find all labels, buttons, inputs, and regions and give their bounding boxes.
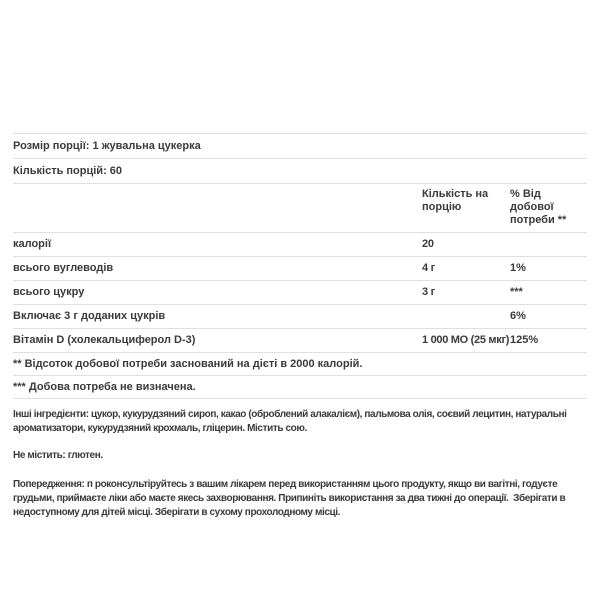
label-paragraphs [13,408,587,520]
warnings-paragraph: Попередження: п роконсультіруйтесь з вашим лікарем перед використанням цього продукту, якщо ви вагітні, годуєте грудьми, приймаєте ліки або маєте якесь захворювання. Припиніть використання за два тижні до операції. Зберігати в недоступному для дітей місці. Зберігати в сухому прохолодному місці. [13,479,568,518]
servings-per-container-label: Кількість порцій: 60 [13,165,123,177]
nutrient-daily-value: 6% [510,310,526,322]
nutrient-amount: 3 г [422,286,435,298]
table-row-total-carbs [13,257,587,281]
serving-size-label: Розмір порції: 1 жувальна цукерка [13,140,201,152]
nutrient-daily-value: 1% [510,262,526,274]
free-of-paragraph: Не містить: глютен. [13,450,103,461]
nutrient-amount: 20 [422,238,434,250]
nutrient-name: Включає 3 г доданих цукрів [13,310,166,322]
table-footnote-daily-value [13,353,587,376]
table-row-vitamin-d [13,329,587,353]
supplement-facts-content [13,133,587,520]
other-ingredients-paragraph: Інші інгредієнти: цукор, кукурудзяний сироп, какао (оброблений алакалієм), пальмова олія, соєвий лецитин, натуральні ароматизатори, кукурудзяний крохмаль, гліцерин. Містить сою. [13,409,569,434]
table-row-total-sugars [13,281,587,305]
table-row-added-sugars [13,305,587,329]
nutrient-name: всього вуглеводів [13,262,114,274]
nutrient-name: калорії [13,238,52,250]
nutrient-name: всього цукру [13,286,85,298]
footnote-text: ** Відсоток добової потреби заснований на дієті в 2000 калорій. [13,358,363,370]
nutrient-name: Вітамін D (холекальциферол D-3) [13,334,196,346]
footnote-text: *** Добова потреба не визначена. [13,381,196,393]
servings-per-container-row [13,159,587,184]
nutrient-daily-value: 125% [510,334,539,346]
table-footnote-not-established [13,376,587,399]
nutrient-amount: 4 г [422,262,435,274]
nutrient-daily-value: *** [510,286,523,298]
serving-size-row [13,134,587,159]
table-row-calories [13,233,587,257]
nutrient-amount: 1 000 МО (25 мкг) [422,334,510,346]
table-header-row [13,184,587,233]
column-header-daily-value: % Від добової потреби ** [510,188,567,226]
supplement-facts-table [13,133,587,399]
column-header-amount-per-serving: Кількість на порцію [422,188,489,213]
